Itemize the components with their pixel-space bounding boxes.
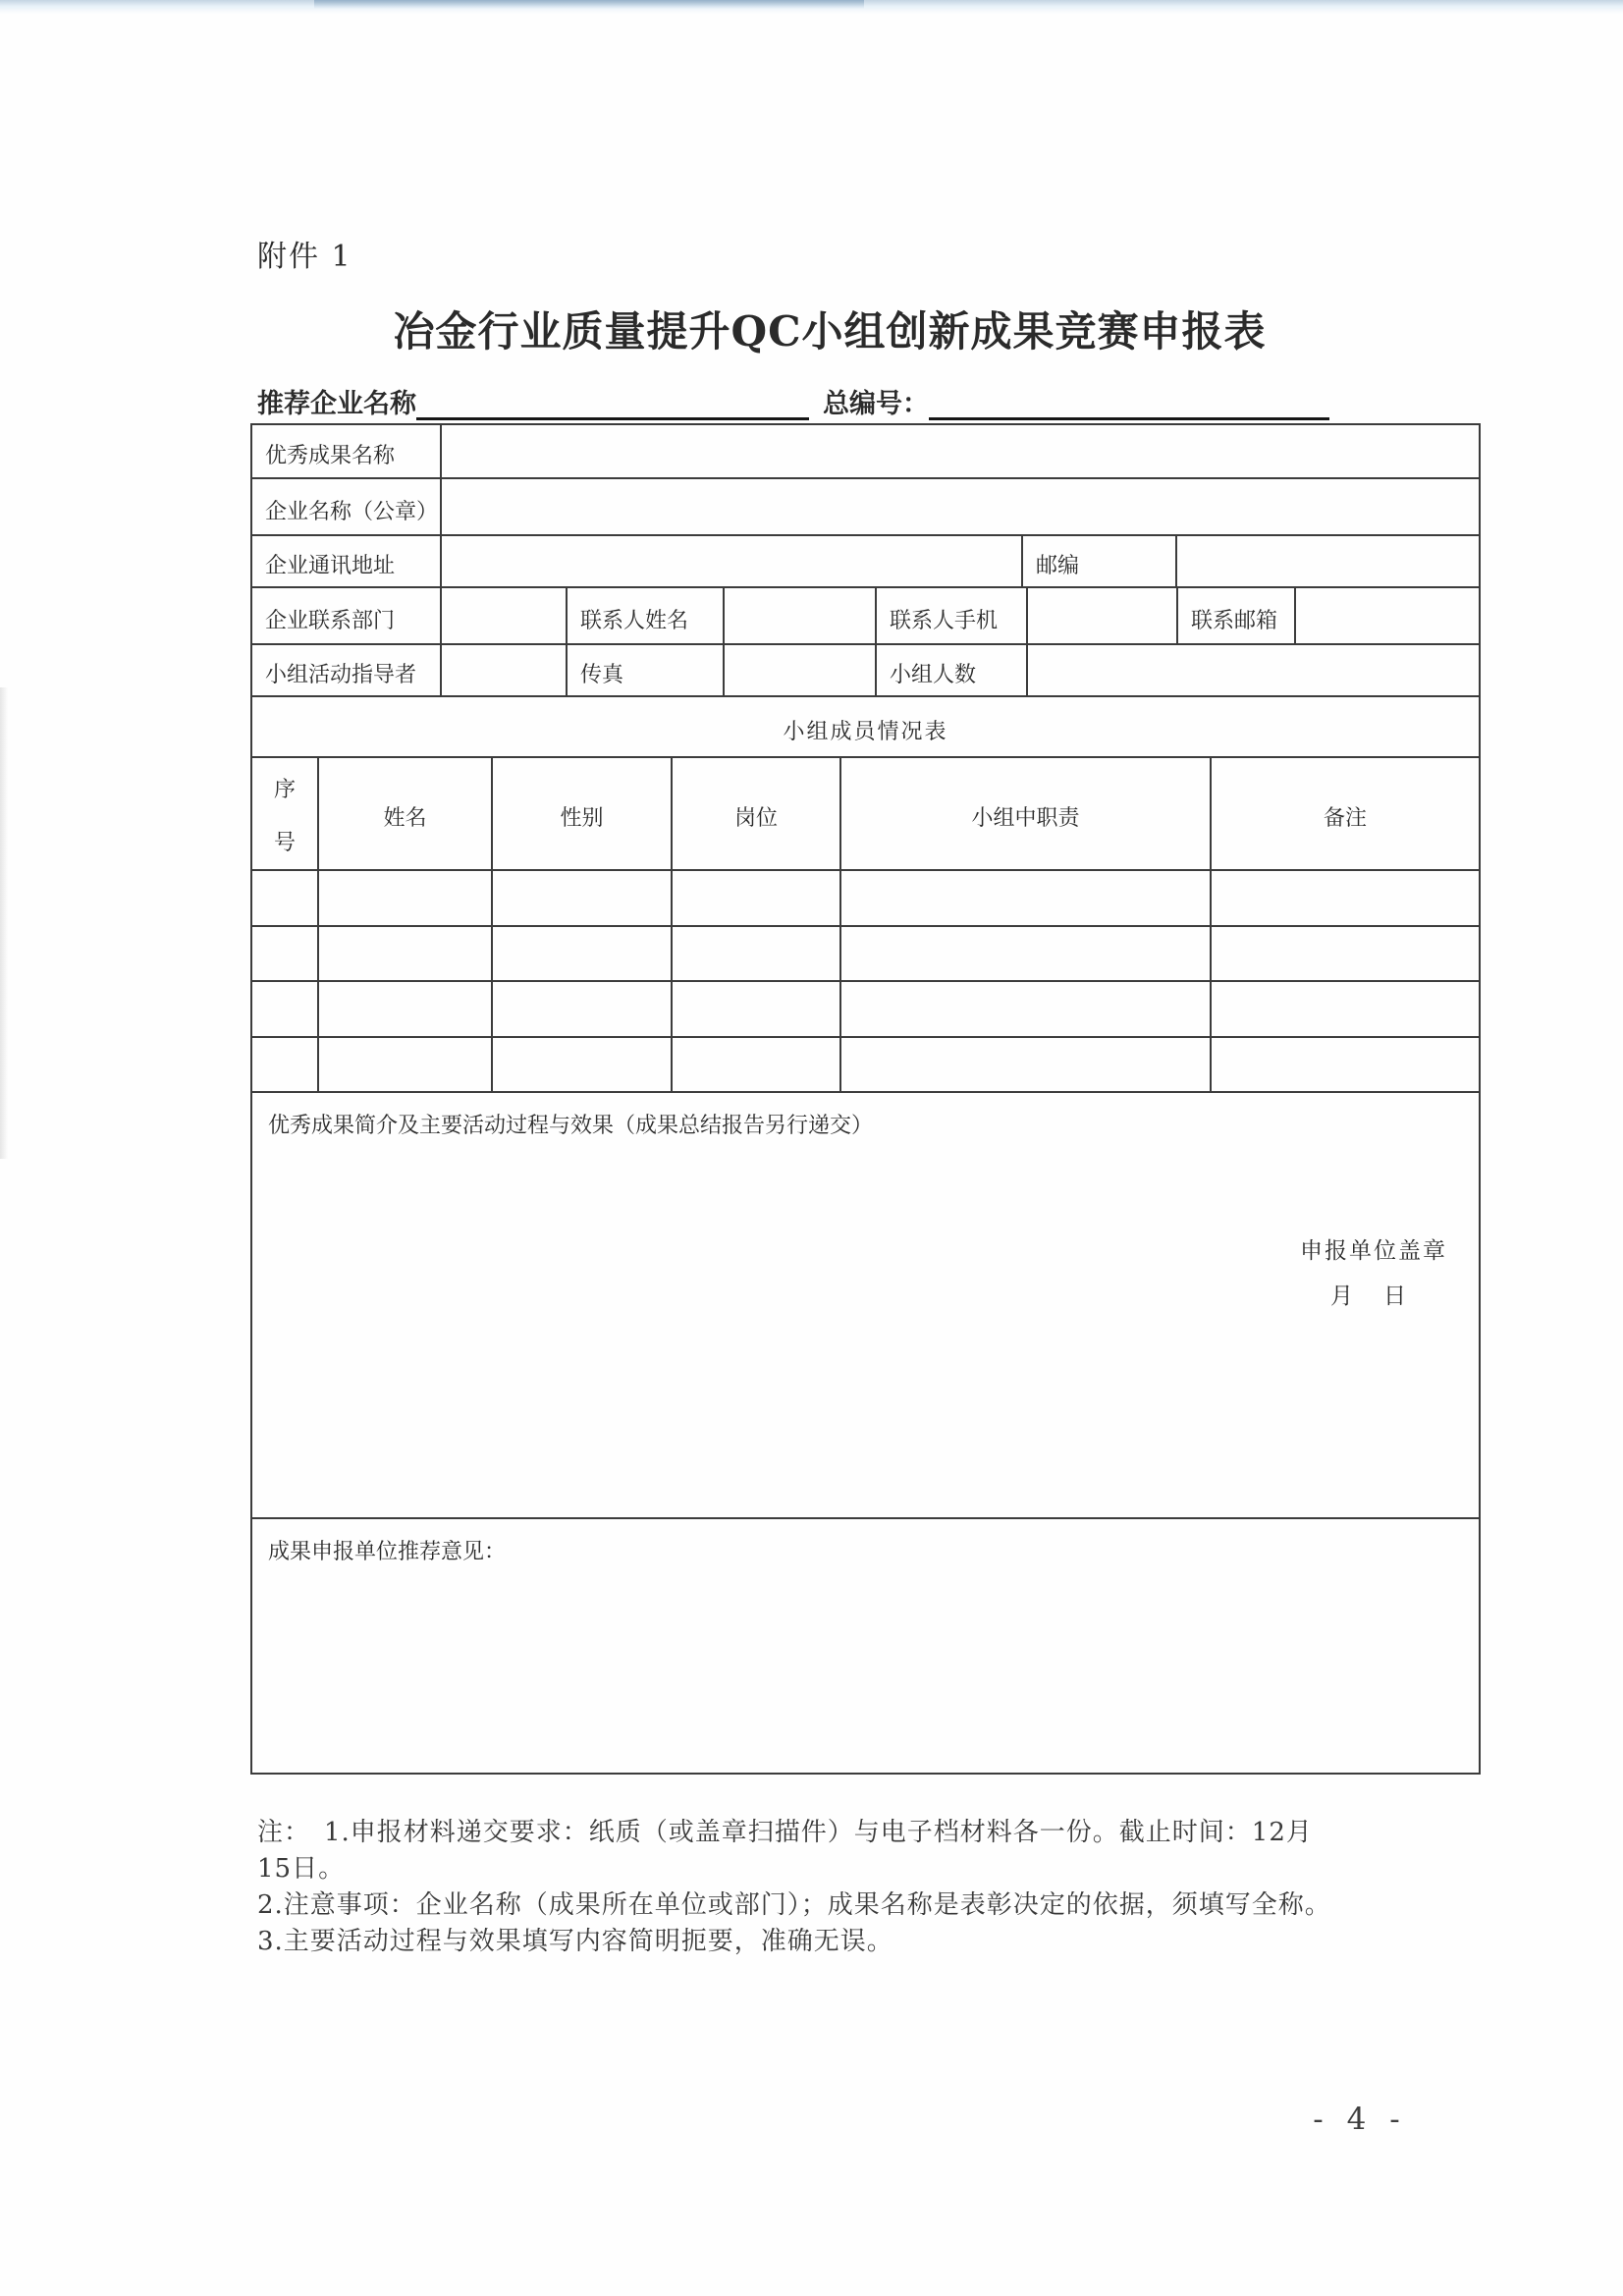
member-table-title-row (252, 697, 1479, 758)
member-cell (673, 927, 841, 980)
member-header-name: 姓名 (319, 758, 493, 869)
member-cell (493, 982, 673, 1036)
member-cell (673, 1038, 841, 1091)
member-header-seq (252, 758, 319, 869)
member-cell (493, 927, 673, 980)
member-cell (319, 871, 493, 925)
member-cell (673, 871, 841, 925)
fax-label: 传真 (568, 645, 725, 695)
header-line (257, 383, 1481, 420)
stamp-date-label: 月 日 (1330, 1284, 1410, 1309)
member-cell (841, 982, 1212, 1036)
member-cell (252, 871, 319, 925)
company-address-value-cell (442, 536, 1023, 586)
member-cell (673, 982, 841, 1036)
member-cell (319, 1038, 493, 1091)
scan-edge-artifact-dark (314, 0, 864, 9)
recommend-company-label: 推荐企业名称 (257, 389, 416, 419)
group-size-label: 小组人数 (877, 645, 1028, 695)
group-advisor-label: 小组活动指导者 (252, 645, 442, 695)
member-table-title: 小组成员情况表 (783, 719, 948, 744)
note-line-2: 15日。 (257, 1854, 346, 1884)
member-header-gender: 性别 (493, 758, 673, 869)
member-cell (252, 1038, 319, 1091)
row-advisor (252, 645, 1479, 697)
member-header-post: 岗位 (673, 758, 841, 869)
member-header-seq-text: 序号 (273, 777, 296, 855)
group-size-value-cell (1028, 645, 1479, 695)
member-cell (841, 927, 1212, 980)
member-cell (841, 1038, 1212, 1091)
member-row-3 (252, 982, 1479, 1038)
member-cell (1212, 1038, 1479, 1091)
member-row-2 (252, 927, 1479, 982)
group-advisor-value-cell (442, 645, 568, 695)
company-name-value-cell (442, 479, 1479, 534)
note-line-1: 注： 1.申报材料递交要求：纸质（或盖章扫描件）与电子档材料各一份。截止时间：12月 (257, 1818, 1313, 1847)
postal-code-value-cell (1177, 536, 1479, 586)
note-line-4: 3.主要活动过程与效果填写内容简明扼要，准确无误。 (257, 1927, 893, 1956)
achievement-name-value-cell (442, 425, 1479, 477)
row-company-name (252, 479, 1479, 536)
member-cell (493, 1038, 673, 1091)
member-cell (1212, 982, 1479, 1036)
contact-email-label: 联系邮箱 (1178, 588, 1296, 643)
member-cell (1212, 871, 1479, 925)
summary-section (252, 1093, 1479, 1519)
member-cell (319, 927, 493, 980)
achievement-name-label: 优秀成果名称 (252, 425, 442, 477)
contact-email-value-cell (1296, 588, 1479, 643)
recommend-company-blank (416, 388, 809, 420)
page-number: - 4 - (1313, 2102, 1407, 2137)
serial-number-label: 总编号： (823, 389, 929, 419)
fax-value-cell (725, 645, 877, 695)
recommendation-section (252, 1519, 1479, 1773)
postal-code-label: 邮编 (1023, 536, 1177, 586)
contact-department-value-cell (442, 588, 568, 643)
company-address-label: 企业通讯地址 (252, 536, 442, 586)
stamp-label: 申报单位盖章 (1300, 1238, 1447, 1264)
contact-mobile-label: 联系人手机 (877, 588, 1028, 643)
row-company-address (252, 536, 1479, 588)
member-header-remark: 备注 (1323, 806, 1367, 831)
recommendation-section-label: 成果申报单位推荐意见： (268, 1540, 507, 1564)
member-cell (841, 871, 1212, 925)
member-cell (1212, 927, 1479, 980)
contact-department-label: 企业联系部门 (252, 588, 442, 643)
member-cell (319, 982, 493, 1036)
member-row-1 (252, 871, 1479, 927)
contact-person-label: 联系人姓名 (568, 588, 725, 643)
member-row-4 (252, 1038, 1479, 1093)
member-cell (252, 982, 319, 1036)
note-line-3: 2.注意事项：企业名称（成果所在单位或部门）；成果名称是表彰决定的依据，须填写全称。 (257, 1890, 1331, 1920)
contact-mobile-value-cell (1028, 588, 1178, 643)
attachment-label: 附件 1 (257, 240, 352, 274)
row-achievement-name (252, 425, 1479, 479)
company-name-label: 企业名称（公章） (252, 479, 442, 534)
member-header-duty: 小组中职责 (841, 758, 1212, 869)
contact-person-value-cell (725, 588, 877, 643)
row-contact-info (252, 588, 1479, 645)
application-form-table (250, 423, 1481, 1775)
summary-section-label: 优秀成果简介及主要活动过程与效果（成果总结报告另行递交） (268, 1114, 874, 1138)
member-cell (493, 871, 673, 925)
notes-block (257, 1812, 1431, 1957)
scan-left-smudge (0, 687, 8, 1159)
serial-number-blank (929, 388, 1329, 420)
member-table-header-row (252, 758, 1479, 871)
page-title: 冶金行业质量提升QC小组创新成果竞赛申报表 (393, 307, 1267, 355)
member-cell (252, 927, 319, 980)
